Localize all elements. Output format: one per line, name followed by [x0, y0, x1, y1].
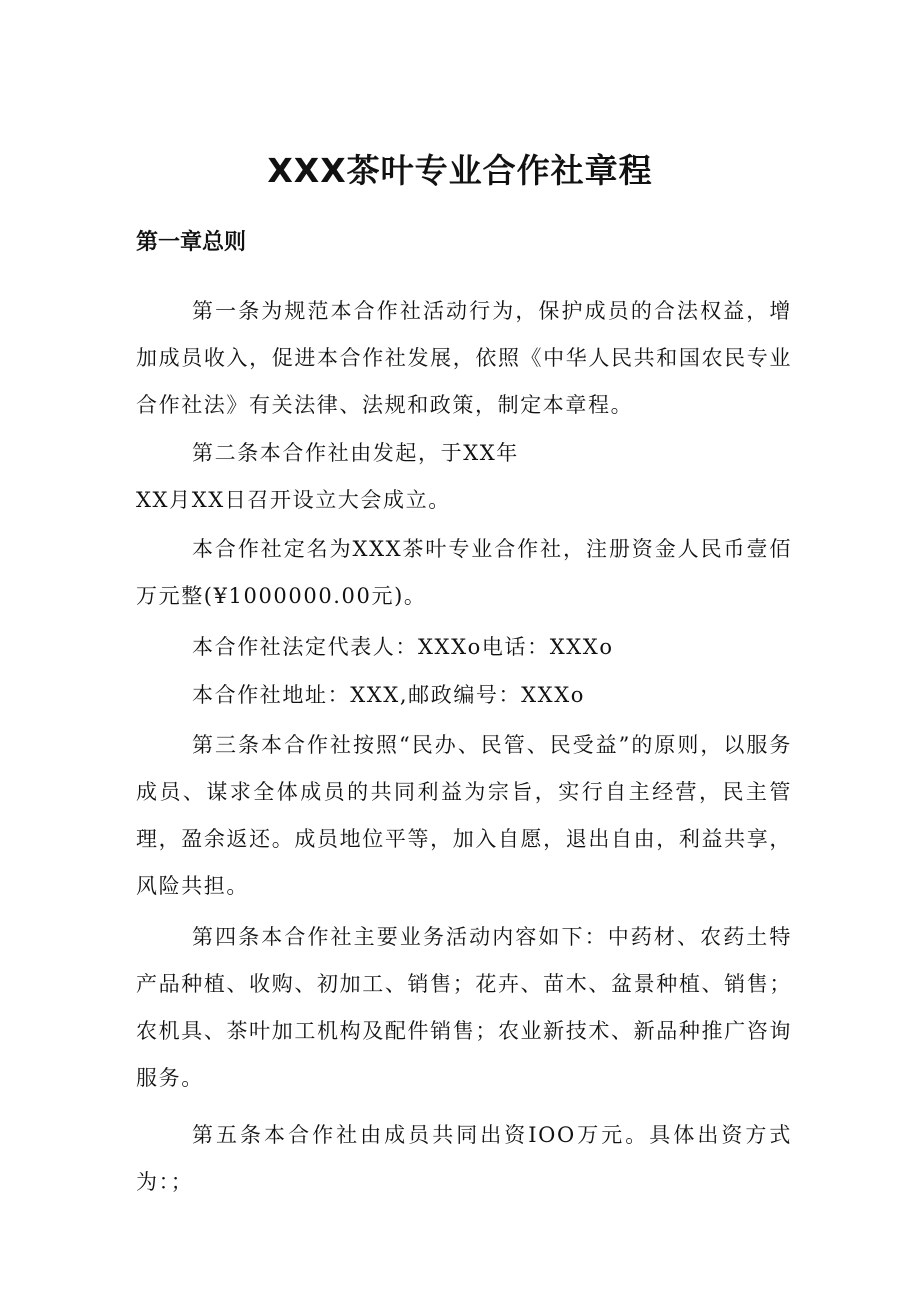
article-4-paragraph: 第四条本合作社主要业务活动内容如下：中药材、农药土特产品种植、收购、初加工、销售；花卉、苗木、盆景种植、销售；农机具、茶叶加工机构及配件销售；农业新技术、新品种推广咨询服务。: [136, 925, 792, 1090]
article-2-paragraph: 第二条本合作社由发起，于XX年: [192, 441, 519, 465]
article-1-paragraph: 第一条为规范本合作社活动行为，保护成员的合法权益，增加成员收入，促进本合作社发展，依照《中华人民共和国农民专业合作社法》有关法律、法规和政策，制定本章程。: [136, 299, 792, 417]
chapter-heading: 第一章总则: [136, 230, 247, 255]
article-2-continuation: XX月XX日召开设立大会成立。: [136, 488, 451, 512]
cooperative-name-paragraph: 本合作社定名为XXX茶叶专业合作社，注册资金人民币壹佰万元整(¥1000000.00元)。: [136, 537, 792, 608]
article-5-paragraph: 第五条本合作社由成员共同出资IOO万元。具体出资方式为：；: [136, 1123, 792, 1194]
address-paragraph: 本合作社地址：XXX,邮政编号：XXXo: [192, 683, 586, 707]
legal-representative-paragraph: 本合作社法定代表人：XXXo电话：XXXo: [192, 635, 614, 659]
document-title: XXX茶叶专业合作社章程: [267, 151, 653, 190]
article-3-paragraph: 第三条本合作社按照“民办、民管、民受益”的原则，以服务成员、谋求全体成员的共同利益为宗旨，实行自主经营，民主管理，盈余返还。成员地位平等，加入自愿，退出自由，利益共享，风险共担。: [136, 733, 792, 898]
